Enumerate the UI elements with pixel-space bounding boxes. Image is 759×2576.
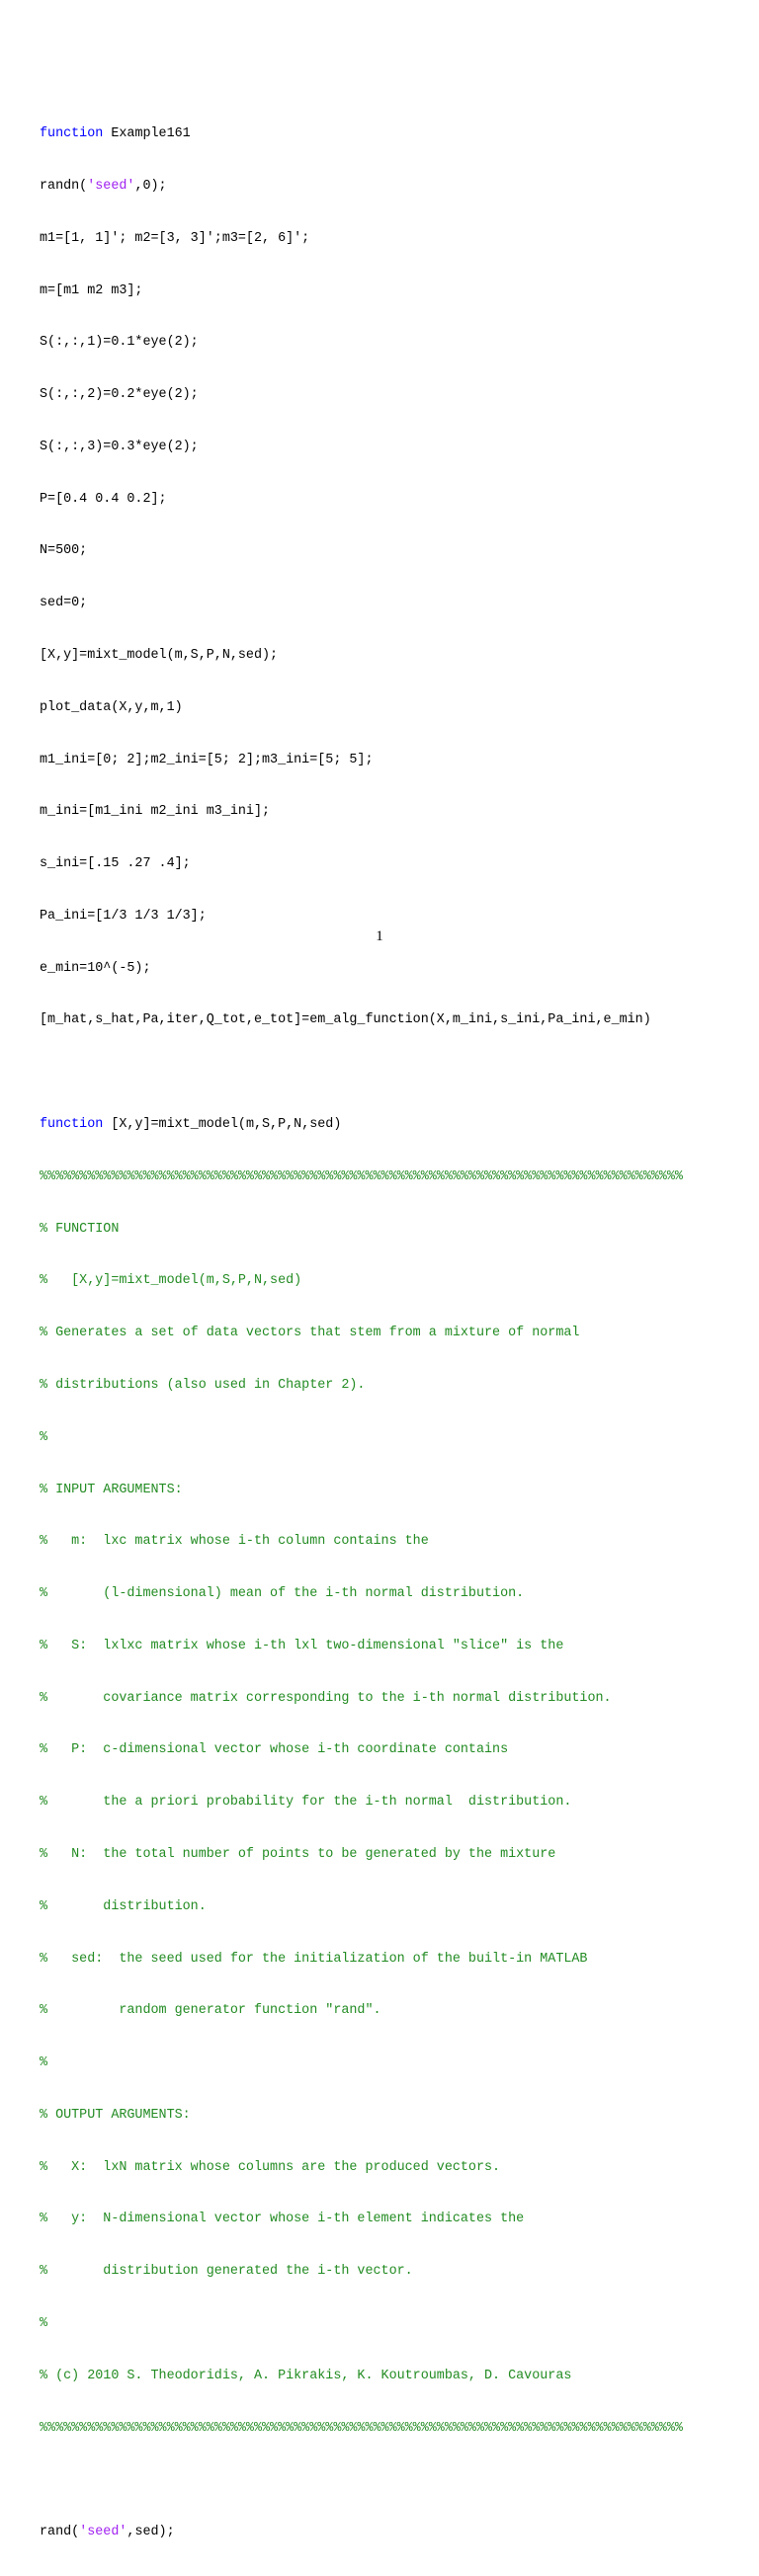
code-line: m=[m1 m2 m3];	[40, 282, 143, 298]
comment-line: % INPUT ARGUMENTS:	[40, 1482, 183, 1497]
code-line: s_ini=[.15 .27 .4];	[40, 856, 191, 872]
code-line: m_ini=[m1_ini m2_ini m3_ini];	[40, 804, 271, 820]
comment-line: % covariance matrix corresponding to the i-th normal distribution.	[40, 1690, 612, 1706]
code-line: m1_ini=[0; 2];m2_ini=[5; 2];m3_ini=[5; 5];	[40, 752, 374, 767]
comment-line: % y: N-dimensional vector whose i-th element indicates the	[40, 2212, 525, 2227]
comment-line: % P: c-dimensional vector whose i-th coordinate contains	[40, 1742, 509, 1758]
string-literal: 'seed'	[79, 2525, 127, 2540]
code-line: randn('seed',0);	[40, 178, 167, 194]
code-line: m1=[1, 1]'; m2=[3, 3]';m3=[2, 6]';	[40, 230, 310, 246]
comment-line: %	[40, 1429, 48, 1445]
comment-line: % distribution generated the i-th vector.	[40, 2264, 413, 2280]
code-line: Pa_ini=[1/3 1/3 1/3];	[40, 908, 207, 924]
comment-line: %%%%%%%%%%%%%%%%%%%%%%%%%%%%%%%%%%%%%%%%%%%%%%%%%%%%%%%%%%%%%%%%%%%%%%%%%%%%%%%%%	[40, 2420, 683, 2436]
code-line: e_min=10^(-5);	[40, 960, 151, 976]
blank-line	[40, 2471, 683, 2489]
comment-line: %%%%%%%%%%%%%%%%%%%%%%%%%%%%%%%%%%%%%%%%%%%%%%%%%%%%%%%%%%%%%%%%%%%%%%%%%%%%%%%%%	[40, 1168, 683, 1184]
comment-line: % OUTPUT ARGUMENTS:	[40, 2107, 191, 2123]
comment-line: % m: lxc matrix whose i-th column contains the	[40, 1534, 429, 1550]
comment-line: % distributions (also used in Chapter 2).	[40, 1377, 366, 1393]
comment-line: %	[40, 2055, 48, 2071]
string-literal: 'seed'	[87, 178, 135, 194]
code-line: S(:,:,2)=0.2*eye(2);	[40, 387, 199, 403]
code-line: rand('seed',sed);	[40, 2525, 175, 2540]
comment-line: % the a priori probability for the i-th normal distribution.	[40, 1795, 572, 1811]
code-line: S(:,:,1)=0.1*eye(2);	[40, 335, 199, 351]
code-line: S(:,:,3)=0.3*eye(2);	[40, 439, 199, 454]
comment-line: % (c) 2010 S. Theodoridis, A. Pikrakis, K. Koutroumbas, D. Cavouras	[40, 2368, 572, 2383]
keyword: function	[40, 126, 104, 142]
code-line: P=[0.4 0.4 0.2];	[40, 491, 167, 507]
code-line: [m_hat,s_hat,Pa,iter,Q_tot,e_tot]=em_alg_function(X,m_ini,s_ini,Pa_ini,e_min)	[40, 1012, 651, 1028]
comment-line: % S: lxlxc matrix whose i-th lxl two-dimensional "slice" is the	[40, 1638, 564, 1653]
code-line: sed=0;	[40, 596, 88, 611]
code-listing	[40, 91, 683, 2576]
comment-line: % [X,y]=mixt_model(m,S,P,N,sed)	[40, 1273, 302, 1289]
page-number: 1	[376, 928, 383, 944]
comment-line: % Generates a set of data vectors that stem from a mixture of normal	[40, 1326, 580, 1341]
comment-line: % (l-dimensional) mean of the i-th normal distribution.	[40, 1586, 525, 1602]
comment-line: %	[40, 2316, 48, 2331]
comment-line: % N: the total number of points to be generated by the mixture	[40, 1846, 556, 1862]
code-line: [X,y]=mixt_model(m,S,P,N,sed);	[40, 648, 279, 663]
comment-line: % FUNCTION	[40, 1221, 120, 1237]
code-line: function [X,y]=mixt_model(m,S,P,N,sed)	[40, 1117, 342, 1133]
code-line: function Example161	[40, 126, 191, 142]
comment-line: % random generator function "rand".	[40, 2003, 381, 2019]
code-line: plot_data(X,y,m,1)	[40, 699, 183, 715]
blank-line	[40, 1064, 683, 1082]
comment-line: % sed: the seed used for the initialization of the built-in MATLAB	[40, 1951, 588, 1967]
keyword: function	[40, 1117, 104, 1133]
code-line: N=500;	[40, 543, 88, 559]
comment-line: % distribution.	[40, 1898, 207, 1914]
comment-line: % X: lxN matrix whose columns are the produced vectors.	[40, 2159, 501, 2175]
